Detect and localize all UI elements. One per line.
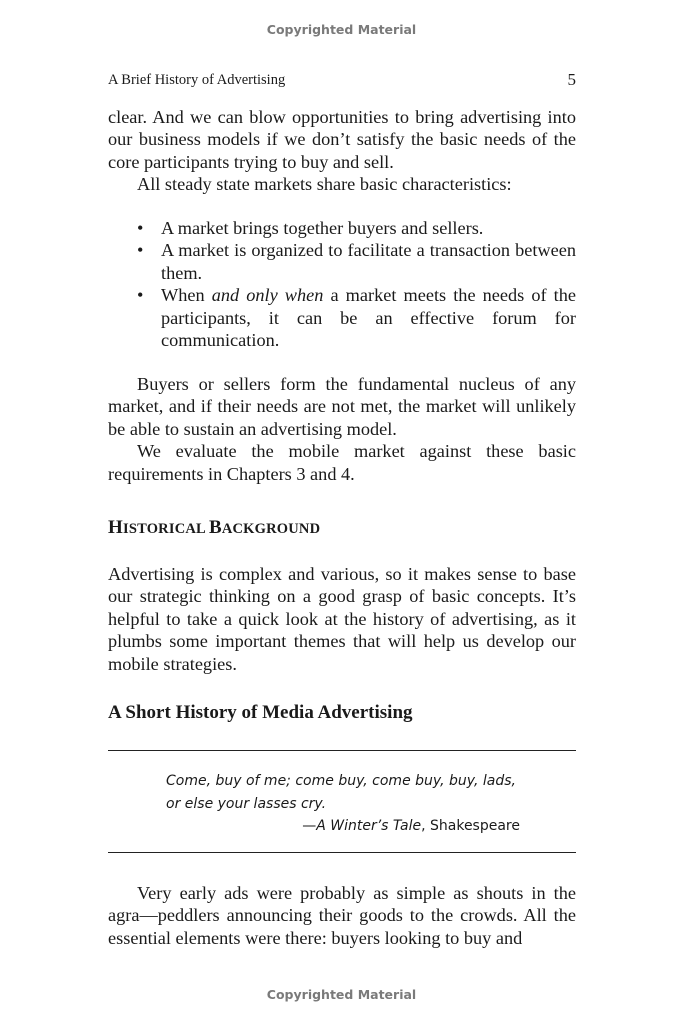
intro-text <box>108 106 576 196</box>
paragraph-buyers-sellers: Buyers or sellers form the fundamental nucleus of any market, and if their needs are not met, the market will unlikely be able to sustain an advertising model. <box>108 374 576 439</box>
page-number: 5 <box>567 70 576 89</box>
watermark-top: Copyrighted Material <box>266 22 417 37</box>
paragraph-characteristics: All steady state markets share basic characteristics: <box>137 174 512 195</box>
bullet-symbol: • <box>137 240 144 261</box>
watermark-bottom: Copyrighted Material <box>266 987 417 1002</box>
epigraph <box>166 770 526 816</box>
paragraph-intro: clear. And we can blow opportunities to bring advertising into our business models if we don’t satisfy the basic needs of the core participants trying to buy and sell. <box>108 107 576 172</box>
epigraph-line-2: or else your lasses cry. <box>166 796 327 812</box>
attribution-work: A Winter’s Tale <box>316 818 422 834</box>
running-head-title: A Brief History of Advertising <box>108 72 286 88</box>
bullet-text-post: a market meets the needs of the participants, it can be an effective forum for communication. <box>161 285 576 351</box>
bullet-item <box>137 217 576 239</box>
epigraph-line-1: Come, buy of me; come buy, come buy, buy, lads, <box>166 773 516 789</box>
section-heading: HISTORICAL BACKGROUND <box>108 517 321 538</box>
bullet-text: A market is organized to facilitate a transaction between them. <box>161 240 576 283</box>
section-text <box>108 563 576 675</box>
bullet-item <box>137 284 576 351</box>
paragraph-early-ads: Very early ads were probably as simple as shouts in the agra—peddlers announcing their goods to the crowds. All the essential elements were there: buyers looking to buy and <box>108 883 576 948</box>
bullet-symbol: • <box>137 218 144 238</box>
epigraph-rule-bottom <box>108 852 576 853</box>
bullet-symbol: • <box>137 285 144 306</box>
closing-text <box>108 882 576 949</box>
bullet-text: A market brings together buyers and sellers. <box>161 218 484 238</box>
epigraph-rule-top <box>108 750 576 751</box>
paragraph-section-body: Advertising is complex and various, so it makes sense to base our strategic thinking on a good grasp of basic concepts. It’s helpful to take a quick look at the history of advertising, as it plumbs some important themes that will help us develop our mobile strategies. <box>108 564 576 674</box>
middle-text <box>108 373 576 485</box>
bullet-item <box>137 239 576 284</box>
bullet-text-pre: When <box>161 285 212 306</box>
bullet-text-emphasis: and only when <box>211 285 324 306</box>
epigraph-attribution: —A Winter’s Tale, Shakespeare <box>302 818 520 834</box>
running-head <box>108 72 576 89</box>
paragraph-evaluate: We evaluate the mobile market against these basic requirements in Chapters 3 and 4. <box>108 441 576 484</box>
bullet-list <box>137 217 576 351</box>
subsection-heading: A Short History of Media Advertising <box>108 702 413 723</box>
